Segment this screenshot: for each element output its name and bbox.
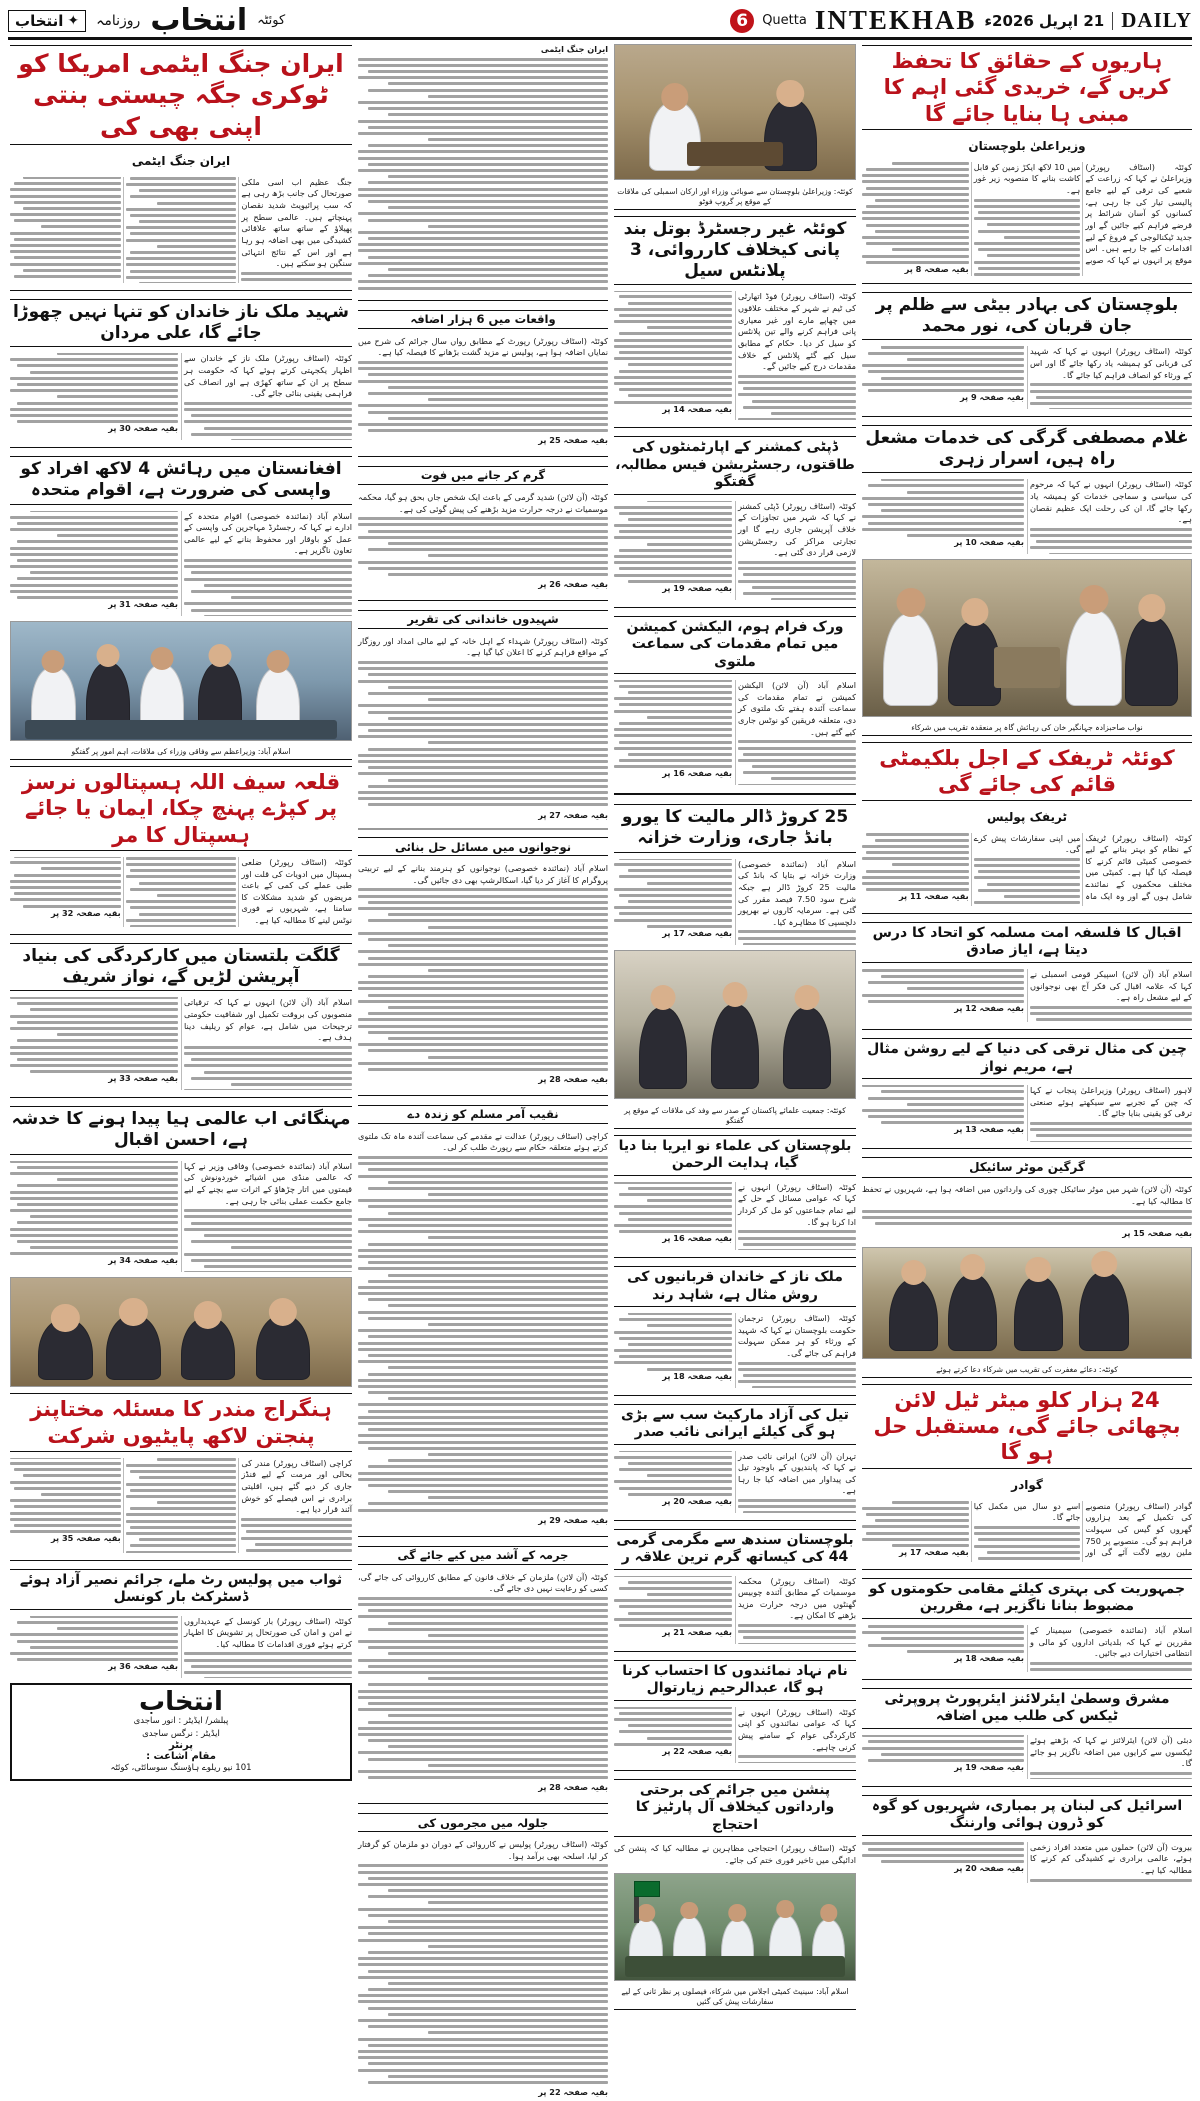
body-a3: کوئٹہ (اسٹاف رپورٹر) ضلعی ہسپتال میں ادویات کی قلت اور طبی عملے کی کمی کے باعث مریضوں کو شدید مشکلات کا سامنا ہے، شہریوں نے فوری نوٹس لینے کا مطالبہ کیا ہے۔ بقیہ صفحہ 32 پر [10, 857, 352, 927]
page-grid [8, 44, 1192, 2098]
headline-a3: قلعہ سیف اللہ ہسپتالوں نرسز پر کپڑے پہنچ چکا، ایمان یا جائے ہسپتال کا مر [10, 766, 352, 851]
body-d1: کوئٹہ (اسٹاف رپورٹر) انہوں نے کہا کہ شہید کی قربانی کو ہمیشہ یاد رکھا جائے گا اور اس کے ورثاء کو انصاف فراہم کیا جائے گا۔ بقیہ صفحہ 9 پر [862, 346, 1192, 408]
body-a5: اسلام آباد (نمائندہ خصوصی) وفاقی وزیر نے کہا کہ عالمی منڈی میں اشیائے خوردونوش کی قیمتوں میں اتار چڑھاؤ کے اثرات سے بچنے کے لیے جامع حکمت عملی بنائی جا رہی ہے۔ بقیہ صفحہ 34 پر [10, 1161, 352, 1273]
colophon-printer: پرنٹر [168, 1740, 194, 1752]
body-c5: کوئٹہ (اسٹاف رپورٹر) انہوں نے کہا کہ عوامی مسائل کے حل کے لیے تمام جماعتوں کو مل کر کردار ادا کرنا ہو گا۔ بقیہ صفحہ 16 پر [614, 1182, 856, 1250]
body-a1: کوئٹہ (اسٹاف رپورٹر) ملک ناز کے خاندان سے اظہار یکجہتی کرتے ہوئے کہا کہ حکومت ہر سطح پر ان کے ساتھ کھڑی ہے اور انصاف کی فراہمی یقینی بنائی جائے گی۔ بقیہ صفحہ 30 پر [10, 353, 352, 440]
photo-figures [615, 951, 855, 1099]
headline-d2: غلام مصطفی گرگی کی خدمات مشعل راہ ہیں، اسرار زہری [862, 425, 1192, 474]
column-center-right [614, 44, 856, 2010]
headline-d5: چین کی مثال ترقی کی دنیا کے لیے روشن مثال ہے، مریم نواز [862, 1038, 1192, 1079]
colophon-address-label: مقام اشاعت : [146, 1751, 216, 1763]
body-b2: کوئٹہ (آن لائن) شدید گرمی کے باعث ایک شخص جاں بحق ہو گیا، محکمہ موسمیات نے درجہ حرارت مزید بڑھنے کی پیش گوئی کی ہے۔ بقیہ صفحہ 26 پر [358, 491, 608, 590]
photo-center-mid [614, 950, 856, 1100]
headline-b3: شہیدوں خاندانی کی تقریر [358, 610, 608, 629]
star-icon: ✦ [67, 12, 80, 29]
photo-center-top [614, 44, 856, 180]
lead-kicker-right: وزیراعلیٰ بلوچستان [968, 138, 1086, 153]
body-a7: کوئٹہ (اسٹاف رپورٹر) بار کونسل کے عہدیداروں نے امن و امان کی صورتحال پر تشویش کا اظہار کرتے ہوئے فوری اقدامات کا مطالبہ کیا۔ بقیہ صفحہ 36 پر [10, 1616, 352, 1678]
colophon-address: 101 نیو ریلوے ہاؤسنگ سوسائٹی، کوئٹہ [110, 1763, 252, 1774]
photo-left-1 [10, 621, 352, 741]
colophon-logo: انتخاب [139, 1686, 223, 1717]
photo-figures [863, 560, 1191, 716]
photo-figures [11, 1278, 351, 1386]
colophon-publisher: پبلشر/ ایڈیٹر : انور ساجدی [133, 1715, 229, 1726]
lead-headline-right: ہاریوں کے حقائق کا تحفظ کریں گے، خریدی گئی اہم کا مبنی ہا بنایا جائے گا [862, 45, 1192, 130]
column-left [10, 44, 352, 2010]
body-b3: کوئٹہ (اسٹاف رپورٹر) شہداء کے اہل خانہ کے لیے مالی امداد اور روزگار کے مواقع فراہم کرنے کا اعلان کیا گیا ہے۔ بقیہ صفحہ 27 پر [358, 635, 608, 820]
photo-caption-center-top: کوئٹہ: وزیراعلیٰ بلوچستان سے صوبائی وزراء اور ارکان اسمبلی کی ملاقات کے موقع پر گروپ فوٹو [614, 185, 856, 210]
headline-d9: مشرق وسطیٰ ایئرلائنز ایئرپورٹ پروپرٹی ٹیکس کی طلب میں اضافہ [862, 1688, 1192, 1729]
lead-headline-left: ایران جنگ ایٹمی امریکا کو ٹوکری جگہ چیستی بنتی اپنی بھی کی [10, 45, 352, 145]
headline-c6: ملک ناز کے خاندان قربانیوں کی روش مثال ہے، شاہد رند [614, 1266, 856, 1307]
masthead-city-urdu: کوئٹہ [257, 13, 286, 28]
column-right [862, 44, 1192, 2010]
body-d9: دبئی (آن لائن) ایئرلائنز نے کہا کہ بڑھتے ہوئے ٹیکسوں سے کرایوں میں اضافہ ناگزیر ہو جائے گا۔ بقیہ صفحہ 19 پر [862, 1735, 1192, 1779]
headline-c7: تیل کی آزاد مارکیٹ سب سے بڑی ہو گی کیلئے ایرانی نائب صدر [614, 1404, 856, 1445]
lead-kicker-left: ایران جنگ ایٹمی [131, 153, 231, 168]
masthead-date: 21 اپریل 2026ء [984, 12, 1113, 30]
body-a6: کراچی (اسٹاف رپورٹر) مندر کی بحالی اور مرمت کے لیے فنڈز جاری کر دیے گئے ہیں، اقلیتی برادری نے اس فیصلے کو خوش آئند قرار دیا ہے۔ بقیہ صفحہ 35 پر [10, 1458, 352, 1553]
headline-a7: ثواب میں پولیس رٹ ملے، جرائم نصیر آزاد ہوئے ڈسٹرکٹ بار کونسل [10, 1569, 352, 1610]
headline-a5: مہنگائی اب عالمی ہیا پیدا ہونے کا خدشہ ہے، احسن اقبال [10, 1106, 352, 1155]
photo-caption-right-1: نواب صاحبزادہ جہانگیر خان کی رہائش گاہ پر منعقدہ تقریب میں شرکاء [862, 722, 1192, 736]
masthead-roznama-label: روزنامہ [96, 12, 141, 29]
masthead-latin-title: INTEKHAB [814, 5, 977, 35]
body-b1: کوئٹہ (اسٹاف رپورٹر) رپورٹ کے مطابق رواں سال جرائم کی شرح میں نمایاں اضافہ ہوا ہے، پولیس نے مزید گشت بڑھانے کا فیصلہ کیا ہے۔ بقیہ صفحہ 25 پر [358, 335, 608, 446]
column-b-top-strap: ایران جنگ ایٹمی [358, 44, 608, 293]
photo-b-1 [358, 828, 608, 830]
body-c9: کوئٹہ (اسٹاف رپورٹر) انہوں نے کہا کہ عوامی نمائندوں کو اپنی کارکردگی عوام کے سامنے پیش کرنی چاہیے۔ بقیہ صفحہ 22 پر [614, 1707, 856, 1763]
masthead [8, 3, 1192, 40]
headline-c9: نام نہاد نمائندوں کا احتساب کرنا ہو گا، عبدالرحیم زیارتوال [614, 1660, 856, 1701]
headline-c8: بلوچستان سندھ سے مگرمی گرمی 44 کی کیساتھ گرم ترین علاقہ ر [614, 1529, 856, 1570]
photo-caption-left-1: اسلام آباد: وزیراعظم سے وفاقی وزراء کی ملاقات، اہم امور پر گفتگو [10, 746, 352, 760]
body-c7: تہران (آن لائن) ایرانی نائب صدر نے کہا کہ پابندیوں کے باوجود تیل کی پیداوار میں اضافہ کیا جا رہا ہے۔ بقیہ صفحہ 20 پر [614, 1451, 856, 1513]
body-c10: کوئٹہ (اسٹاف رپورٹر) احتجاجی مظاہرین نے مطالبہ کیا کہ پنشن کی ادائیگی میں تاخیر فوری ختم کی جائے۔ [614, 1843, 856, 1865]
photo-caption-right-2: کوئٹہ: دعائے مغفرت کی تقریب میں شرکاء دعا کرتے ہوئے [862, 1364, 1192, 1378]
headline-b4: نوجوانوں میں مسائل حل بنائی [358, 837, 608, 856]
body-d6: کوئٹہ (آن لائن) شہر میں موٹر سائیکل چوری کی وارداتوں میں اضافہ ہوا ہے، شہریوں نے تحفظ کا مطالبہ کیا ہے۔ بقیہ صفحہ 15 پر [862, 1184, 1192, 1239]
column-center-left [358, 44, 608, 2098]
headline-d7: 24 ہزار کلو میٹر ٹیل لائن بچھائی جائے گی، مستقبل حل ہو گا [862, 1384, 1192, 1469]
headline-b2: گرم کر جانے میں فوت [358, 466, 608, 485]
headline-a6: ہنگراج مندر کا مسئلہ مختاپنز پنجتن لاکھ پایٹیوں شرکت [10, 1393, 352, 1452]
headline-c2: ڈپٹی کمشنر کے اپارٹمنٹوں کی طاقتوں، رجسٹریشن فیس مطالبہ، گفتگو [614, 436, 856, 495]
body-b4: اسلام آباد (نمائندہ خصوصی) نوجوانوں کو ہنرمند بنانے کے لیے تربیتی پروگرام کا آغاز کر دیا گیا، اسکالرشپ بھی دی جائیں گی۔ بقیہ صفحہ 28 پر [358, 863, 608, 1085]
lead-body-left: جنگ عظیم اب اسی ملکی صورتحال کی جانب بڑھ رہی ہے کہ سب پرائیویٹ شدید نقصان پہنچاتے ہیں۔ عالمی سطح پر پھیلاؤ کے ساتھ ساتھ علاقائی کشیدگی میں بھی اضافہ ہو رہا ہے اور اس کے نتائج انتہائی سنگین ہو سکتے ہیں۔ [10, 177, 352, 283]
headline-c3: ورک فرام ہوم، الیکشن کمیشن میں تمام مقدمات کی سماعت ملتوی [614, 616, 856, 675]
body-b6: کوئٹہ (آن لائن) ملزمان کے خلاف قانون کے مطابق کارروائی کی جائے گی، کسی کو رعایت نہیں دی جائے گی۔ بقیہ صفحہ 28 پر [358, 1571, 608, 1793]
masthead-daily-label: DAILY [1121, 8, 1192, 32]
body-c4: اسلام آباد (نمائندہ خصوصی) وزارت خزانہ نے بتایا کہ بانڈ کی مالیت 25 کروڑ ڈالر ہے جبکہ شرح سود 7.50 فیصد مقرر کی گئی ہے۔ سرمایہ کاروں نے بھرپور دلچسپی کا مظاہرہ کیا۔ بقیہ صفحہ 17 پر [614, 859, 856, 945]
body-c2: کوئٹہ (اسٹاف رپورٹر) ڈپٹی کمشنر نے کہا کہ شہر میں تجاوزات کے خلاف آپریشن جاری رہے گا اور تجارتی مراکز کی رجسٹریشن لازمی قرار دی گئی ہے۔ بقیہ صفحہ 19 پر [614, 501, 856, 600]
body-b7: کوئٹہ (اسٹاف رپورٹر) پولیس نے کارروائی کے دوران دو ملزمان کو گرفتار کر لیا، اسلحہ بھی برآمد ہوا۔ بقیہ صفحہ 22 پر [358, 1839, 608, 2098]
body-c8: کوئٹہ (اسٹاف رپورٹر) محکمہ موسمیات کے مطابق آئندہ چوبیس گھنٹوں میں درجہ حرارت مزید بڑھنے کا امکان ہے۔ بقیہ صفحہ 21 پر [614, 1576, 856, 1644]
masthead-left [730, 5, 1192, 36]
headline-a2: افغانستان میں رہائش 4 لاکھ افراد کو واپسی کی ضرورت ہے، اقوام متحدہ [10, 456, 352, 505]
headline-d10: اسرائیل کی لبنان پر بمباری، شہریوں کو گوہ کو ڈرون ہوائی وارننگ [862, 1795, 1192, 1836]
photo-caption-center-bottom: اسلام آباد: سینیٹ کمیٹی اجلاس میں شرکاء، فیصلوں پر نظر ثانی کے لیے سفارشات پیش کی گئیں [614, 1986, 856, 2011]
body-a2: اسلام آباد (نمائندہ خصوصی) اقوام متحدہ کے ادارے نے کہا کہ رجسٹرڈ مہاجرین کی واپسی کے عمل کو باوقار اور محفوظ بنانے کے لیے عالمی تعاون ناگزیر ہے۔ بقیہ صفحہ 31 پر [10, 511, 352, 616]
headline-b6: جرمہ کے آشد میں کیے جائے گی [358, 1546, 608, 1565]
body-c1: کوئٹہ (اسٹاف رپورٹر) فوڈ اتھارٹی کی ٹیم نے شہر کے مختلف علاقوں میں چھاپے مارے اور غیر معیاری پانی فراہم کرنے والے تین پلانٹس کو سیل کر دیا۔ حکام کے مطابق سیل کیے گئے پلانٹس کے خلاف مقدمات درج کیے جائیں گے۔ بقیہ صفحہ 14 پر [614, 291, 856, 420]
body-c3: اسلام آباد (آن لائن) الیکشن کمیشن نے تمام مقدمات کی سماعت آئندہ ہفتے تک ملتوی کر دی، متعلقہ فریقین کو نوٹس جاری کیے گئے ہیں۔ بقیہ صفحہ 16 پر [614, 680, 856, 785]
headline-a1: شہید ملک ناز خاندان کو تنہا نہیں چھوڑا جائے گا، علی مردان [10, 299, 352, 348]
headline-b5: نقیب آمر مسلم کو زندہ دے [358, 1105, 608, 1124]
body-a4: اسلام آباد (آن لائن) انہوں نے کہا کہ ترقیاتی منصوبوں کی بروقت تکمیل اور شفافیت حکومتی ترجیحات میں شامل ہے، عوام کو ریلیف دینا ہدف ہے۔ بقیہ صفحہ 33 پر [10, 997, 352, 1090]
headline-d1: بلوچستان کی بہادر بیٹی سے ظلم پر جان قربان کی، نور محمد [862, 292, 1192, 341]
masthead-urdu-title: انتخاب [150, 3, 248, 38]
body-c6: کوئٹہ (اسٹاف رپورٹر) ترجمان حکومت بلوچستان نے کہا کہ شہید کے ورثاء کو ہر ممکن سہولت فراہم کی جائے گی۔ بقیہ صفحہ 18 پر [614, 1313, 856, 1387]
headline-b1: واقعات میں 6 ہزار اضافہ [358, 310, 608, 329]
masthead-right [8, 3, 285, 38]
headline-d6: گرگین موٹر سائیکل [862, 1157, 1192, 1178]
body-d4: اسلام آباد (آن لائن) اسپیکر قومی اسمبلی نے کہا کہ علامہ اقبال کی فکر آج بھی نوجوانوں کے لیے مشعل راہ ہے۔ بقیہ صفحہ 12 پر [862, 969, 1192, 1022]
page-number-badge: 6 [730, 9, 754, 33]
body-d10: بیروت (آن لائن) حملوں میں متعدد افراد زخمی ہوئے، عالمی برادری نے کشیدگی کم کرنے کا مطالبہ کیا ہے۔ بقیہ صفحہ 20 پر [862, 1842, 1192, 1883]
photo-center-bottom [614, 1873, 856, 1980]
photo-caption-center-mid: کوئٹہ: جمعیت علمائے پاکستان کے صدر سے وفد کی ملاقات کے موقع پر گفتگو [614, 1104, 856, 1129]
kicker-d7: گوادر [1011, 1477, 1043, 1492]
photo-figures [863, 1248, 1191, 1358]
masthead-logo [8, 10, 86, 32]
headline-d8: جمہوریت کی بہتری کیلئے مقامی حکومتوں کو مضبوط بنانا ناگزیر ہے، مقررین [862, 1578, 1192, 1619]
kicker-d3: ٹریفک پولیس [987, 809, 1067, 824]
headline-c1: کوئٹہ غیر رجسٹرڈ بوتل بند پانی کیخلاف کارروائی، 3 پلانٹس سیل [614, 216, 856, 286]
photo-right-1 [862, 559, 1192, 717]
headline-c10: پنشن میں جرائم کی برحتی وارداتوں کیخلاف آل پارٹیز کا احتجاج [614, 1779, 856, 1838]
body-d5: لاہور (اسٹاف رپورٹر) وزیراعلیٰ پنجاب نے کہا کہ چین کے تجربے سے سیکھتے ہوئے صنعتی ترقی کو یقینی بنایا جائے گا۔ بقیہ صفحہ 13 پر [862, 1085, 1192, 1141]
headline-a4: گلگت بلتستان میں کارکردگی کی بنیاد آپریشن لڑیں گے، نواز شریف [10, 943, 352, 992]
headline-c4: 25 کروڑ ڈالر مالیت کا یورو بانڈ جاری، وزارت خزانہ [614, 804, 856, 853]
body-d2: کوئٹہ (اسٹاف رپورٹر) انہوں نے کہا کہ مرحوم کی سیاسی و سماجی خدمات کو ہمیشہ یاد رکھا جائے گا، ان کی رحلت ایک عظیم نقصان ہے۔ بقیہ صفحہ 10 پر [862, 479, 1192, 553]
body-d3: کوئٹہ (اسٹاف رپورٹر) ٹریفک کے نظام کو بہتر بنانے کے لیے خصوصی کمیٹی قائم کرنے کا فیصلہ کیا گیا ہے۔ کمیٹی میں مختلف محکموں کے نمائندے شامل ہوں گے اور وہ ایک ماہ میں اپنی سفارشات پیش کرے گی۔ بقیہ صفحہ 11 پر [862, 833, 1192, 906]
masthead-city-latin: Quetta [762, 13, 807, 28]
colophon-editor: ایڈیٹر : نرگس ساجدی [142, 1728, 220, 1739]
body-d7: گوادر (اسٹاف رپورٹر) منصوبے کی تکمیل کے بعد ہزاروں گھروں کو گیس کی سہولت فراہم ہو گی۔ منصوبے پر 750 ملین روپے لاگت آئے گی اور اسے دو سال میں مکمل کیا جائے گا۔ بقیہ صفحہ 17 پر [862, 1501, 1192, 1562]
headline-d3: کوئٹہ ٹریفک کے اجل بلکیمٹی قائم کی جائے گی [862, 742, 1192, 801]
headline-c5: بلوچستان کی علماء نو ایریا بنا دیا گیا، ہدایت الرحمن [614, 1135, 856, 1176]
body-d8: اسلام آباد (نمائندہ خصوصی) سیمینار کے مقررین نے کہا کہ بلدیاتی اداروں کو مالی و انتظامی اختیارات دیے جائیں۔ بقیہ صفحہ 18 پر [862, 1625, 1192, 1672]
photo-left-2 [10, 1277, 352, 1387]
body-b5: کراچی (اسٹاف رپورٹر) عدالت نے مقدمے کی سماعت آئندہ ماہ تک ملتوی کرتے ہوئے متعلقہ حکام سے رپورٹ طلب کر لی۔ بقیہ صفحہ 29 پر [358, 1130, 608, 1525]
masthead-logo-text: انتخاب [15, 11, 64, 30]
photo-right-2 [862, 1247, 1192, 1359]
headline-d4: اقبال کا فلسفہ امت مسلمہ کو اتحاد کا درس دیتا ہے، ایاز صادق [862, 922, 1192, 963]
headline-b7: جلولہ میں مجرموں کی [358, 1813, 608, 1832]
lead-body-right: کوئٹہ (اسٹاف رپورٹر) وزیراعلیٰ نے کہا کہ زراعت کے شعبے کی ترقی کے لیے جامع پالیسی تیار کی جا رہی ہے، کسانوں کو آسان شرائط پر قرضے فراہم کیے جائیں گے اور جدید ٹیکنالوجی کے فروغ کے لیے اقدامات کیے جا رہے ہیں۔ اس موقع پر انہوں نے کہا کہ صوبے میں 10 لاکھ ایکڑ زمین کو قابل کاشت بنانے کا منصوبہ زیر غور ہے۔ بقیہ صفحہ 8 پر [862, 162, 1192, 276]
colophon [10, 1683, 352, 1781]
